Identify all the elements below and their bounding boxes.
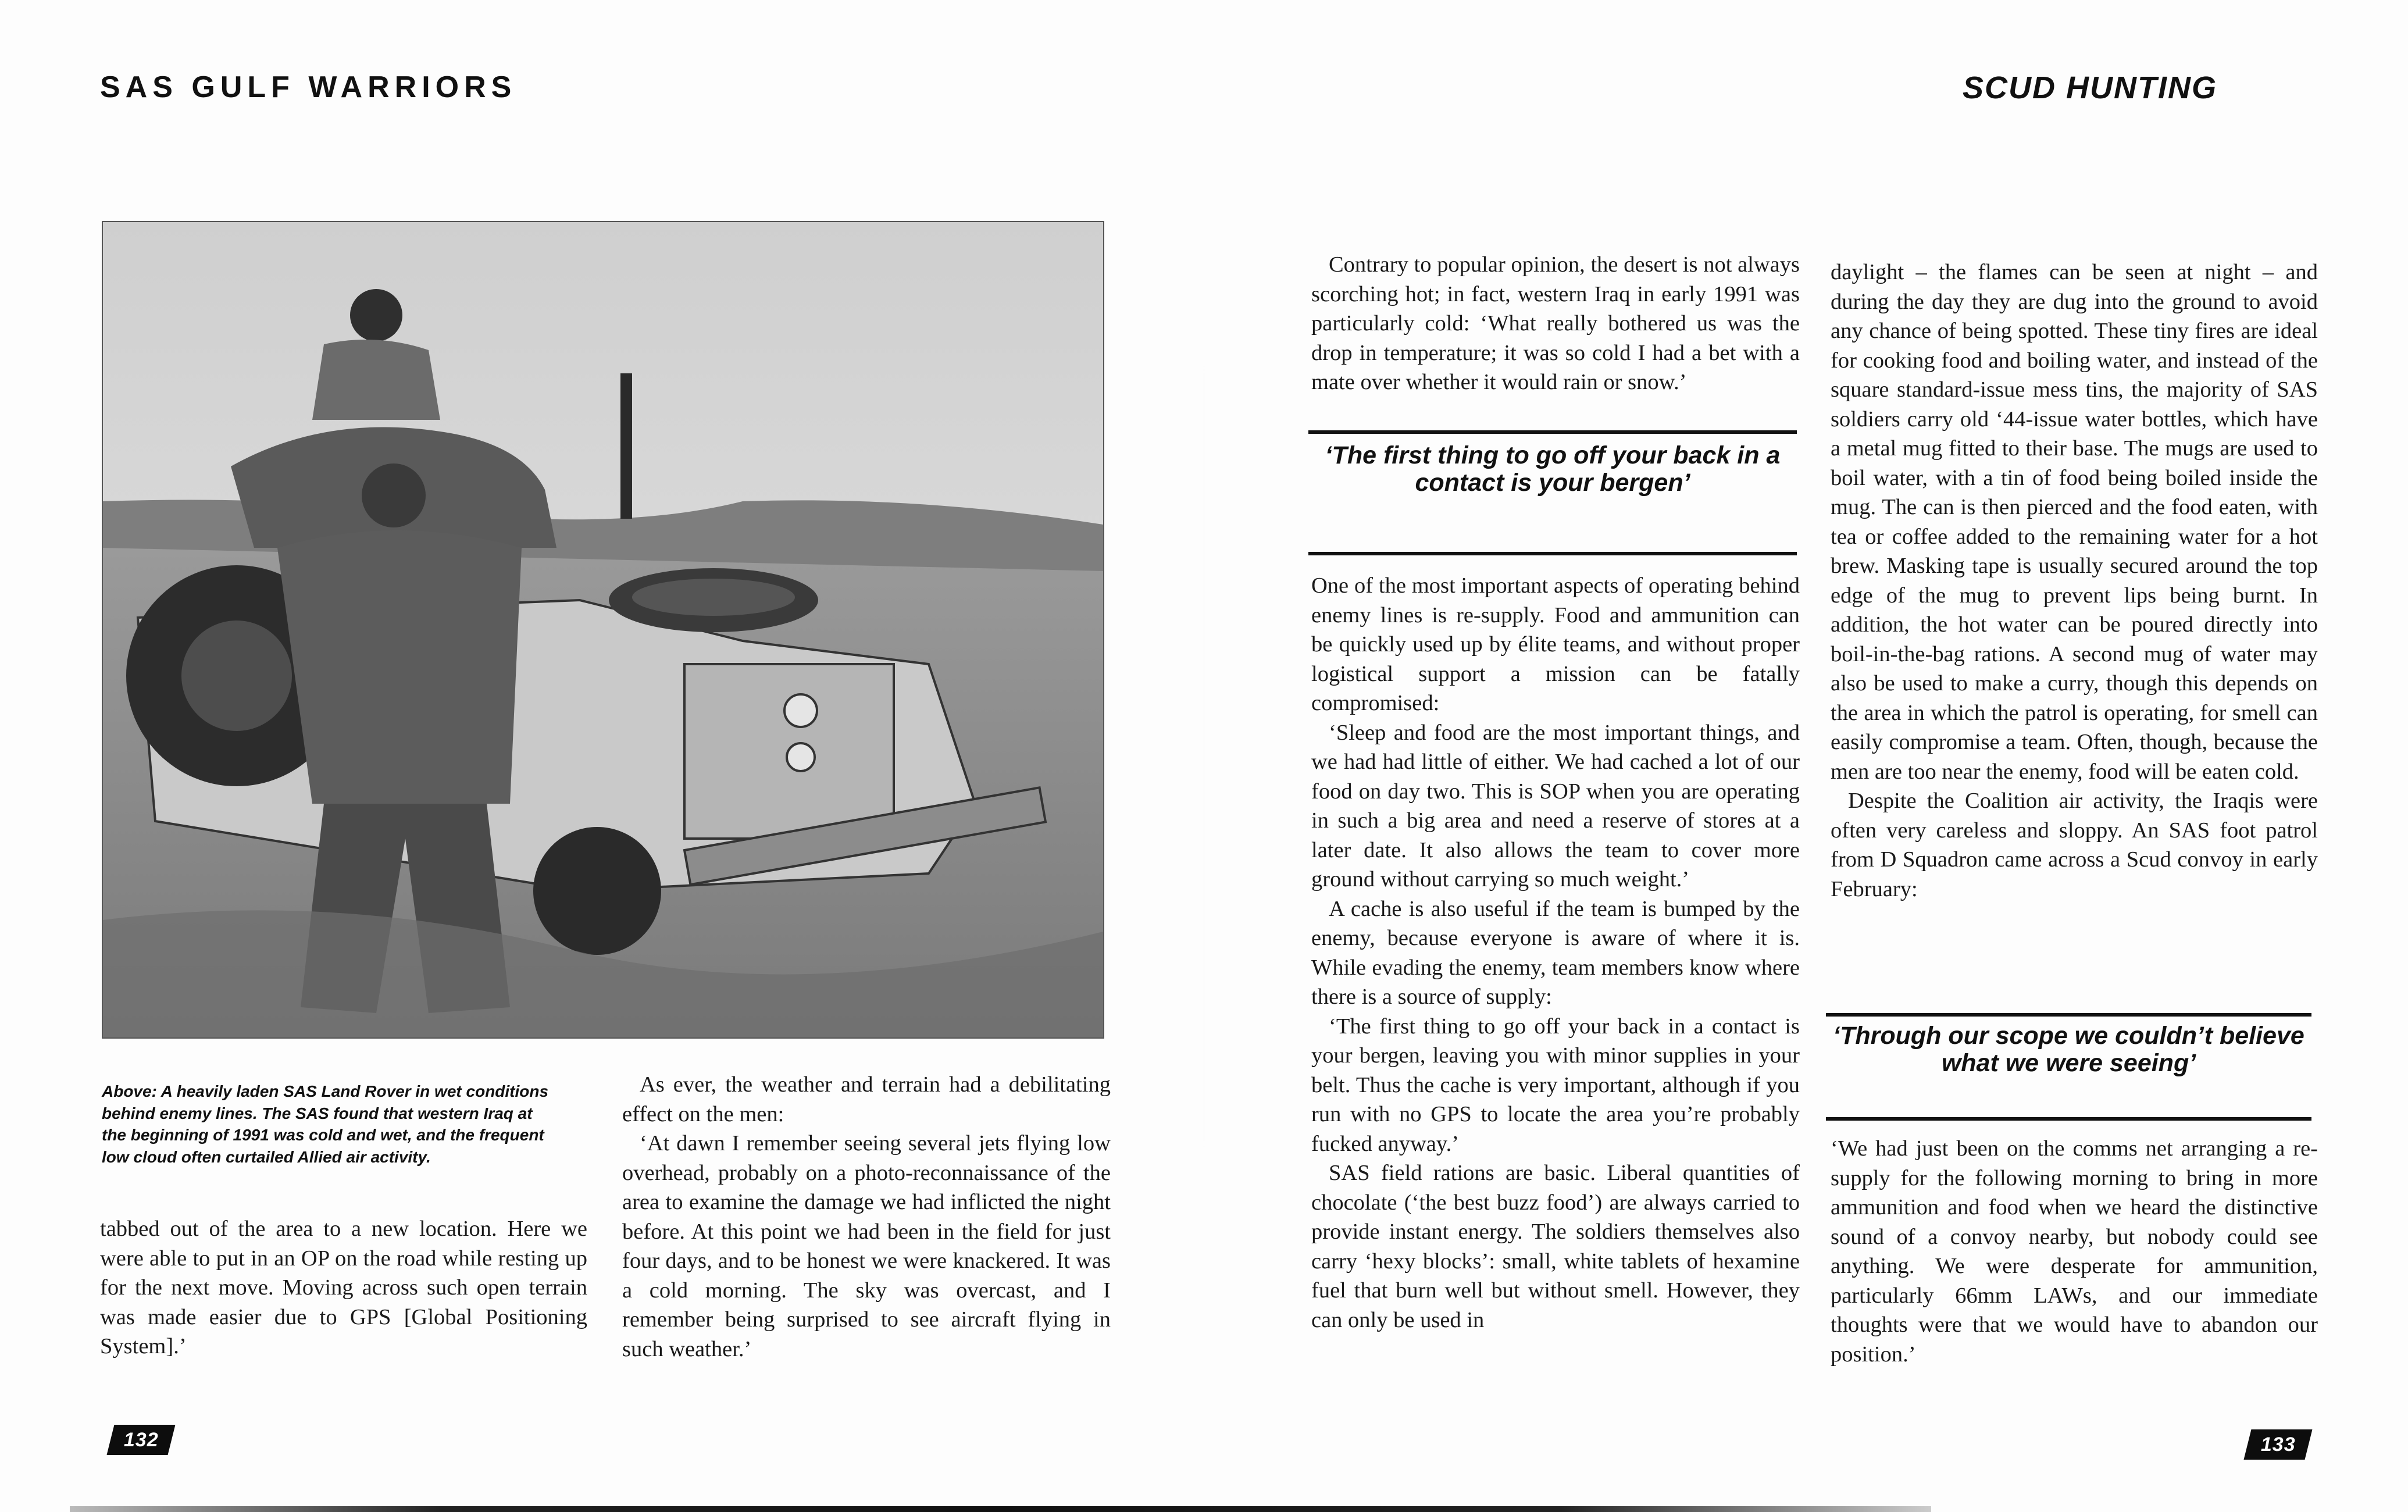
column-3	[1311, 250, 1800, 397]
running-head-left: SAS GULF WARRIORS	[100, 70, 517, 104]
running-head-right: SCUD HUNTING	[1963, 70, 2217, 105]
column-2	[622, 1070, 1111, 1364]
pull-quote-2: ‘Through our scope we couldn’t believe what we were seeing’	[1826, 1013, 2311, 1121]
page-number-right	[2244, 1429, 2313, 1460]
paragraph: daylight – the flames can be seen at night – and during the day they are dug into the ground to avoid any chance of being spotted. These tiny fires are ideal for cooking food and boiling water, and instead of the square standard-issue mess tins, the majority of SAS soldiers carry old ‘44-issue water bottles, which have a metal mug fitted to their base. The mugs are used to boil water, with a tin of food being boiled inside the mug. The can is then pierced and the food eaten, with tea or coffee added to the remaining water for a hot brew. Masking tape is usually secured around the top edge of the mug to prevent lips being burnt. In addition, the hot water can be poured directly into boil-in-the-bag rations. A second mug of water may also be used to make a curry, though this depends on the area in which the patrol is operating, for smell can easily compromise a team. Often, though, because the men are too near the enemy, food will be eaten cold.	[1831, 260, 2318, 784]
paragraph: A cache is also useful if the team is bumped by the enemy, because everyone is aware of where it is. While evading the enemy, team members know where there is a source of supply:	[1311, 896, 1800, 1009]
paragraph: ‘We had just been on the comms net arranging a re-supply for the following morning to bring in more ammunition and food when we heard the distinctive sound of a convoy nearby, but nobody could see anything. We were desperate for ammunition, particularly 66mm LAWs, and our immediate thoughts were that we would have to abandon our position.’	[1831, 1136, 2318, 1367]
paragraph: Contrary to popular opinion, the desert is not always scorching hot; in fact, western Iraq in early 1991 was particularly cold: ‘What really bothered us was the drop in temperature; it was so cold I had a bet with a mate over whether it would rain or snow.’	[1311, 252, 1800, 394]
photo-caption: Above: A heavily laden SAS Land Rover in wet conditions behind enemy lines. The SAS found that western Iraq at the beginning of 1991 was cold and wet, and the frequent low cloud often curtailed Allied air activity.	[102, 1082, 549, 1166]
paragraph: As ever, the weather and terrain had a debilitating effect on the men:	[622, 1072, 1111, 1126]
column-4	[1831, 258, 2318, 904]
pull-quote-1: ‘The first thing to go off your back in a contact is your bergen’	[1308, 430, 1797, 555]
paragraph: One of the most important aspects of operating behind enemy lines is re-supply. Food and ammunition can be quickly used up by élite teams, and without proper logistical support a mission can be fatally compromised:	[1311, 573, 1800, 715]
scan-edge-shadow	[70, 1506, 1931, 1512]
column-1	[100, 1214, 587, 1361]
paragraph: Despite the Coalition air activity, the Iraqis were often very careless and sloppy. An SAS foot patrol from D Squadron came across a Scud convoy in early February:	[1831, 789, 2318, 901]
page-number-left	[107, 1425, 176, 1455]
paragraph: SAS field rations are basic. Liberal quantities of chocolate (‘the best buzz food’) are always carried to provide instant energy. The soldiers themselves also carry ‘hexy blocks’: small, white tablets of hexamine fuel that burn well but without smell. However, they can only be used in	[1311, 1161, 1800, 1332]
column-3-continued	[1311, 571, 1800, 1335]
page-number-text: 132	[123, 1428, 159, 1451]
paragraph: ‘The first thing to go off your back in a contact is your bergen, leaving you with minor supplies in your belt. Thus the cache is very important, although if you run with no GPS to locate the area you’re probably fucked anyway.’	[1311, 1014, 1800, 1156]
page-number-text: 133	[2260, 1433, 2296, 1456]
paragraph: tabbed out of the area to a new location. Here we were able to put in an OP on the road while resting up for the next move. Moving across such open terrain was made easier due to GPS [Global Positioning System].’	[100, 1217, 587, 1358]
column-4-continued	[1831, 1134, 2318, 1369]
photo-illustration	[103, 222, 1103, 1037]
paragraph: ‘At dawn I remember seeing several jets flying low overhead, probably on a photo-reconnaissance of the area to examine the damage we had inflicted the night before. At this point we had been in the field for just four days, and to be honest we were knackered. It was a cold morning. The sky was overcast, and I remember being surprised to see aircraft flying in such weather.’	[622, 1131, 1111, 1361]
paragraph: ‘Sleep and food are the most important things, and we had had little of either. We had cached a lot of our food on day two. This is SOP when you are operating in such a big area and need a reserve of stores at a later date. It also allows the team to cover more ground without carrying so much weight.’	[1311, 720, 1800, 891]
land-rover-photo	[102, 221, 1104, 1039]
